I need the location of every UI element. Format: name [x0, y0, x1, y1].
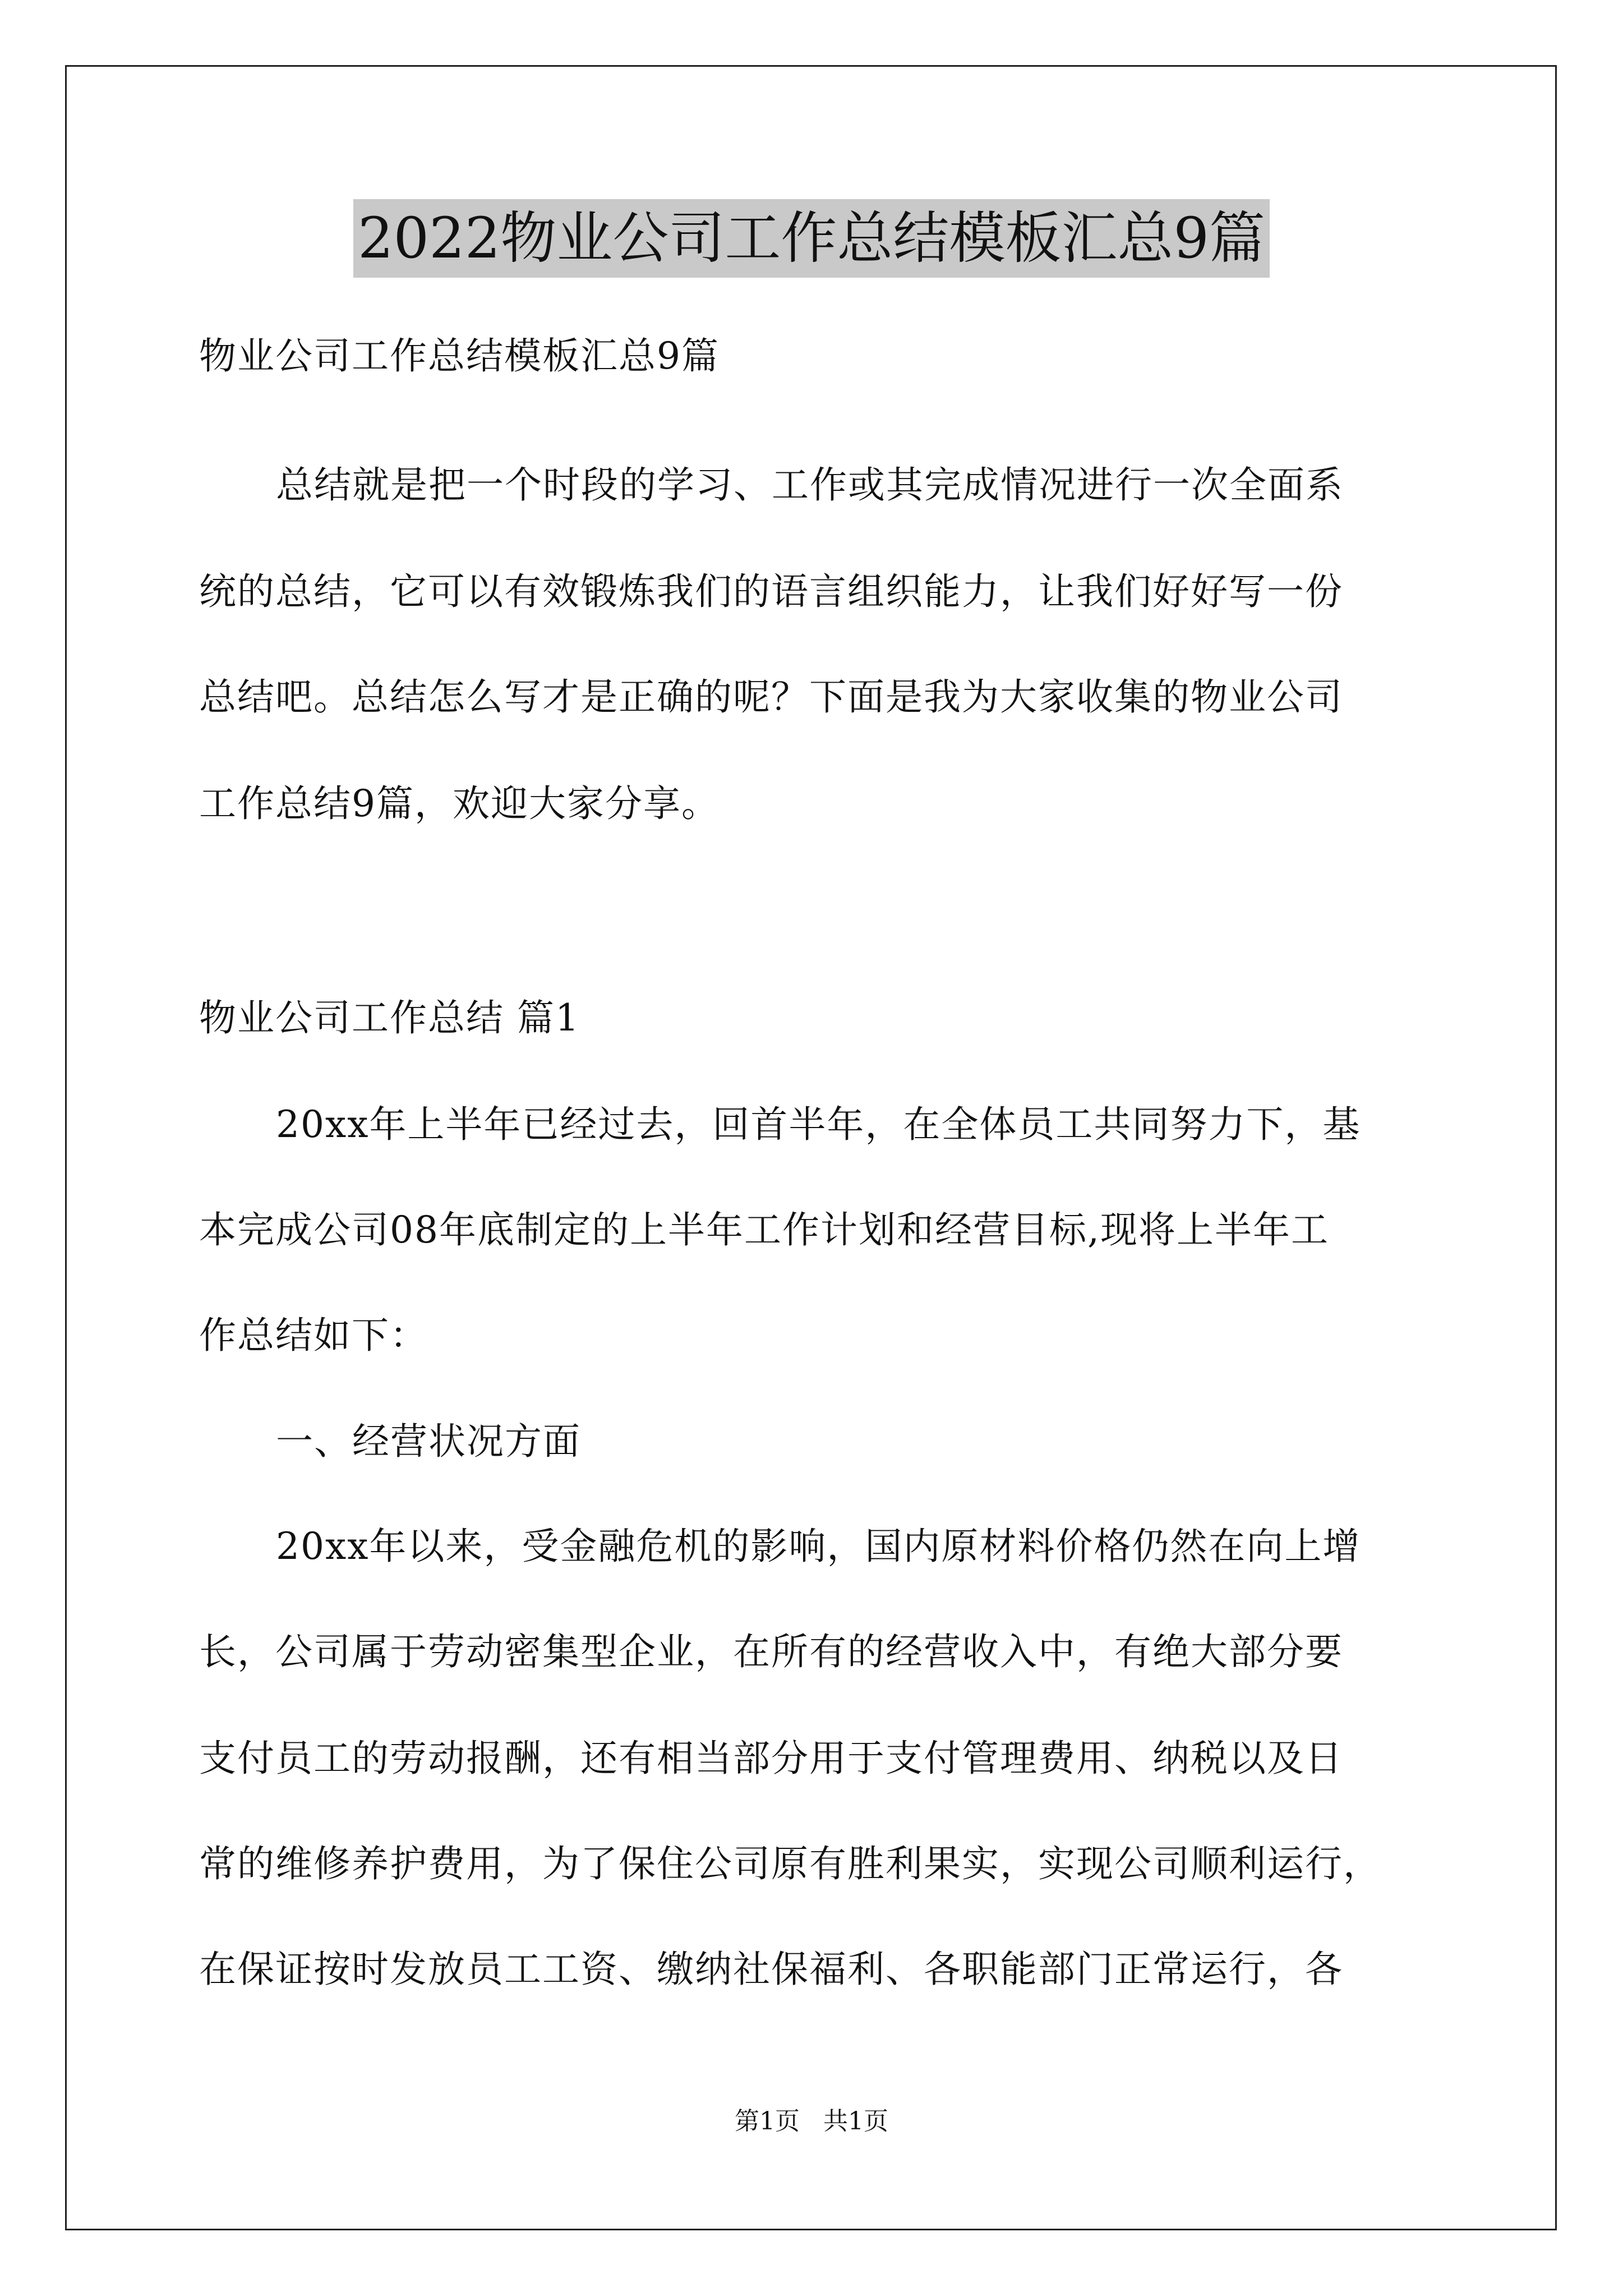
page-total: 共1页: [823, 2107, 888, 2136]
paragraph-line: 本完成公司08年底制定的上半年工作计划和经营目标,现将上半年工: [199, 1208, 1329, 1251]
section-heading: 物业公司工作总结 篇1: [199, 996, 580, 1039]
paragraph-line: 在保证按时发放员工工资、缴纳社保福利、各职能部门正常运行，各: [199, 1948, 1343, 1991]
paragraph-line: 作总结如下：: [199, 1314, 428, 1357]
page-footer: [0, 2105, 1623, 2138]
paragraph-line: 总结吧。总结怎么写才是正确的呢？下面是我为大家收集的物业公司: [199, 675, 1343, 719]
paragraph-line: 长，公司属于劳动密集型企业，在所有的经营收入中，有绝大部分要: [199, 1630, 1343, 1673]
paragraph-line: 支付员工的劳动报酬，还有相当部分用于支付管理费用、纳税以及日: [199, 1737, 1343, 1780]
paragraph-line: 常的维修养护费用，为了保住公司原有胜利果实，实现公司顺利运行，: [199, 1842, 1381, 1885]
document-title: 2022物业公司工作总结模板汇总9篇: [353, 199, 1270, 278]
paragraph-line: 20xx年以来，受金融危机的影响，国内原材料价格仍然在向上增: [276, 1525, 1361, 1568]
paragraph-line: 总结就是把一个时段的学习、工作或其完成情况进行一次全面系: [276, 463, 1344, 507]
paragraph-line: 统的总结，它可以有效锻炼我们的语言组织能力，让我们好好写一份: [199, 570, 1343, 613]
paragraph-line: 工作总结9篇，欢迎大家分享。: [199, 782, 720, 825]
subsection-heading: 一、经营状况方面: [276, 1420, 581, 1463]
subtitle-line: 物业公司工作总结模板汇总9篇: [199, 334, 720, 378]
paragraph-line: 20xx年上半年已经过去，回首半年，在全体员工共同努力下，基: [276, 1103, 1361, 1146]
title-container: [0, 199, 1623, 278]
page-number: 第1页: [735, 2107, 800, 2136]
